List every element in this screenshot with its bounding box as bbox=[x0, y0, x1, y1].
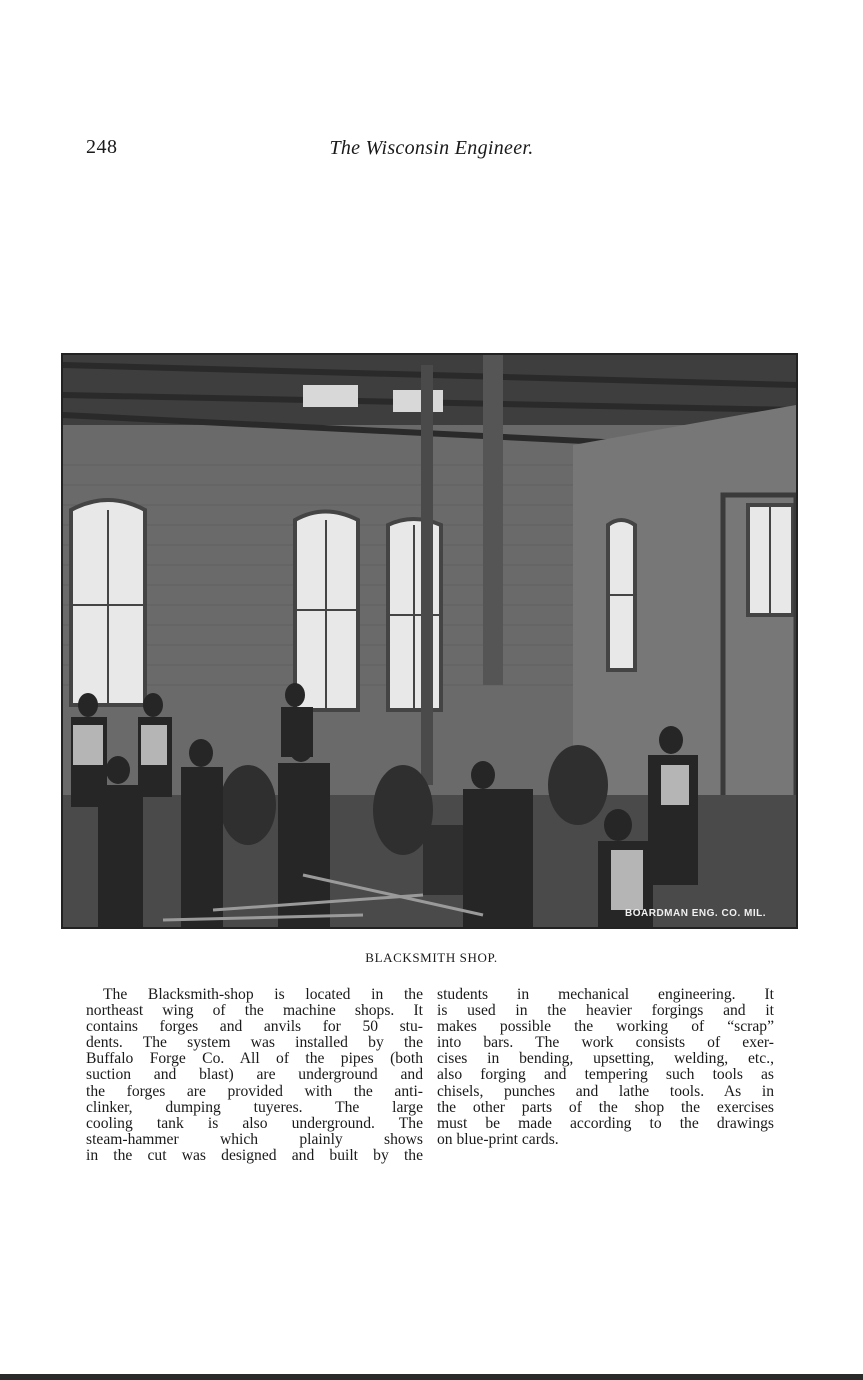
text-line: also forging and tempering such tools as bbox=[437, 1066, 774, 1084]
text-line: cooling tank is also underground. The bbox=[86, 1114, 423, 1132]
page-number: 248 bbox=[86, 136, 118, 158]
engraver-mark: BOARDMAN ENG. CO. MIL. bbox=[625, 908, 766, 919]
body-column-right bbox=[437, 987, 774, 1148]
text-line: on blue-print cards. bbox=[437, 1130, 559, 1148]
text-line: the other parts of the shop the exercises bbox=[437, 1098, 774, 1116]
text-line: contains forges and anvils for 50 stu- bbox=[86, 1018, 423, 1036]
text-line: into bars. The work consists of exer- bbox=[437, 1034, 774, 1052]
text-line: The Blacksmith-shop is located in the bbox=[103, 986, 423, 1003]
text-line: is used in the heavier forgings and it bbox=[437, 1002, 774, 1020]
text-line: suction and blast) are underground and bbox=[86, 1066, 423, 1084]
text-line: in the cut was designed and built by the bbox=[86, 1146, 423, 1164]
photo-illustration bbox=[63, 355, 796, 927]
text-line: chisels, punches and lathe tools. As in bbox=[437, 1082, 774, 1100]
running-head bbox=[0, 137, 863, 160]
blacksmith-shop-photograph bbox=[61, 353, 798, 929]
text-line: dents. The system was installed by the bbox=[86, 1034, 423, 1052]
text-line: northeast wing of the machine shops. It bbox=[86, 1002, 423, 1020]
text-line: must be made according to the drawings bbox=[437, 1114, 774, 1132]
text-line: the forges are provided with the anti- bbox=[86, 1082, 423, 1100]
text-line: steam-hammer which plainly shows bbox=[86, 1130, 423, 1148]
text-line: makes possible the working of “scrap” bbox=[437, 1018, 774, 1036]
body-column-left bbox=[86, 987, 423, 1164]
page-bottom-edge bbox=[0, 1374, 863, 1380]
figure-caption: BLACKSMITH SHOP. bbox=[365, 950, 498, 965]
text-line: Buffalo Forge Co. All of the pipes (both bbox=[86, 1050, 423, 1068]
journal-title: The Wisconsin Engineer. bbox=[329, 137, 534, 159]
text-line: students in mechanical engineering. It bbox=[437, 986, 774, 1003]
text-line: cises in bending, upsetting, welding, etc., bbox=[437, 1050, 774, 1068]
text-line: clinker, dumping tuyeres. The large bbox=[86, 1098, 423, 1116]
